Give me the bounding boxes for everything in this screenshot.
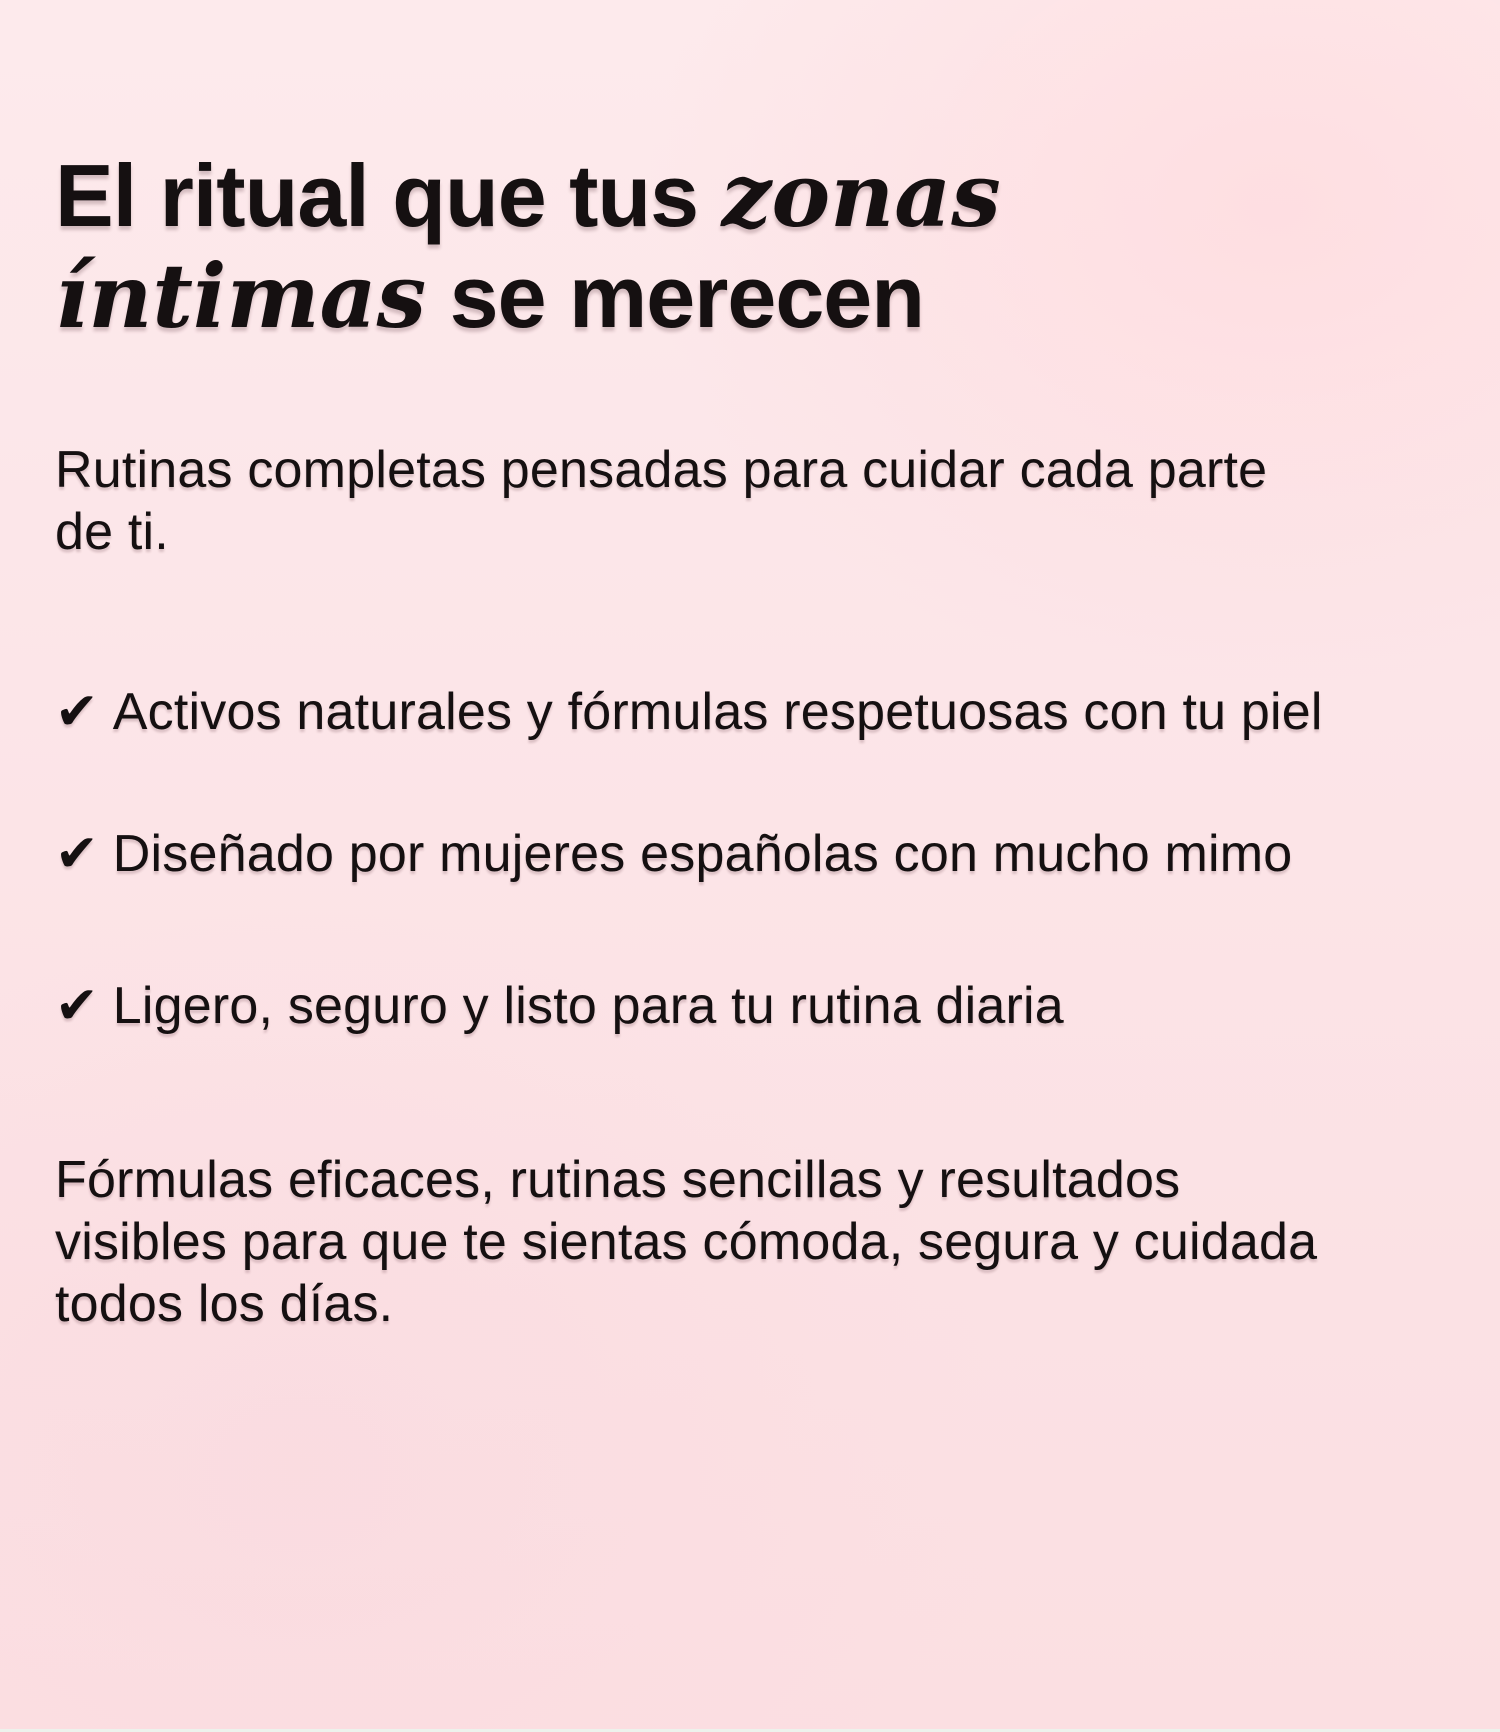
benefit-item-daily-routine: [55, 975, 1355, 1037]
section-title: [55, 145, 1205, 347]
section-title-part2: se merecen: [426, 247, 924, 346]
check-icon: ✔: [55, 977, 99, 1035]
benefit-item-label: Activos naturales y fórmulas respetuosas con tu piel: [112, 683, 1323, 741]
section-title-emphasis: zonas íntimas: [55, 143, 1001, 348]
benefit-item-natural-actives: [55, 681, 1355, 743]
check-icon: ✔: [55, 683, 99, 741]
section-title-part1: El ritual que tus: [55, 146, 722, 245]
benefit-item-label: Diseñado por mujeres españolas con mucho mimo: [112, 825, 1293, 883]
check-icon: ✔: [55, 825, 99, 883]
closing-paragraph: Fórmulas eficaces, rutinas sencillas y resultados visibles para que te sientas cómoda, segura y cuidada todos los días.: [55, 1151, 1318, 1333]
benefit-item-designed-by-women: [55, 823, 1355, 885]
intro-paragraph: Rutinas completas pensadas para cuidar cada parte de ti.: [55, 441, 1268, 561]
benefit-item-label: Ligero, seguro y listo para tu rutina diaria: [112, 977, 1064, 1035]
